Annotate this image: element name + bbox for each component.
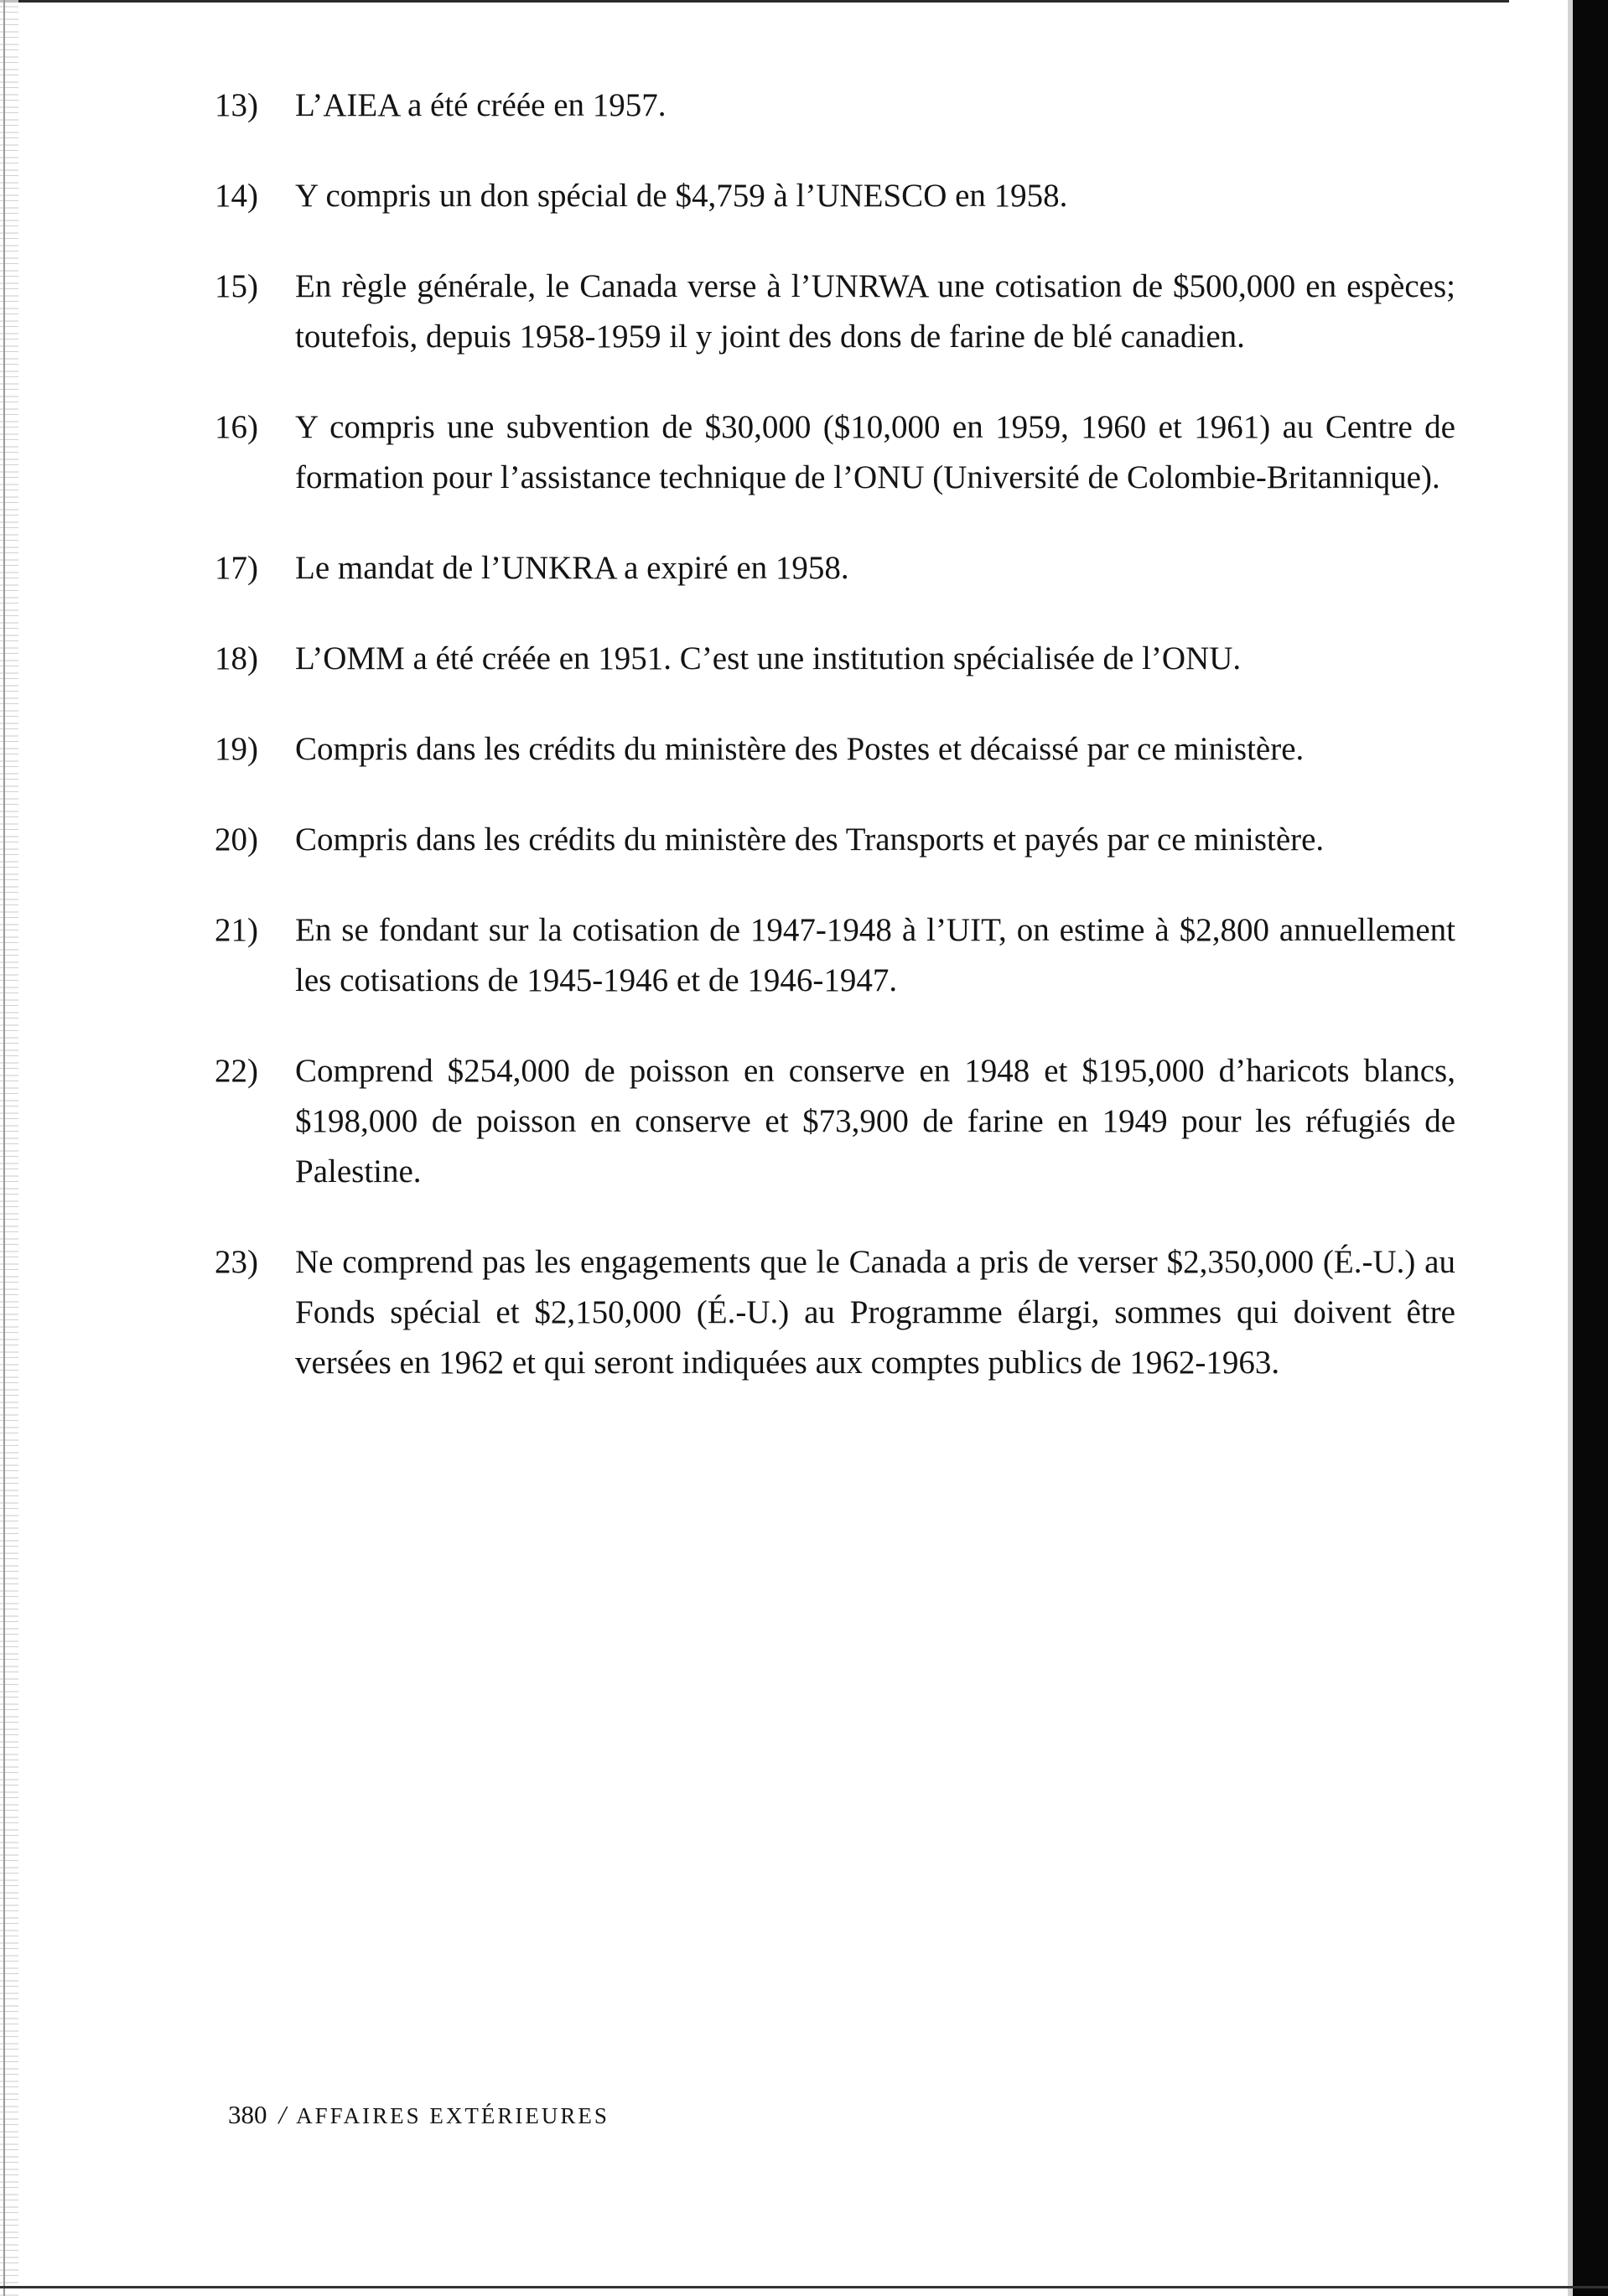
footnote	[215, 171, 1455, 221]
footer-separator: /	[278, 2100, 287, 2129]
footnote	[215, 1046, 1455, 1197]
scan-right-edge	[1573, 0, 1608, 2296]
footnote-text: En règle générale, le Canada verse à l’UNRWA une cotisation de $500,000 en espèces; toutefois, depuis 1958-1959 il y joint des dons de farine de blé canadien.	[295, 268, 1455, 355]
footnote-text: Le mandat de l’UNKRA a expiré en 1958.	[295, 550, 849, 586]
footnote-text: En se fondant sur la cotisation de 1947-1948 à l’UIT, on estime à $2,800 annuellement les cotisations de 1945-1946 et de 1946-1947.	[295, 912, 1455, 998]
page-footer	[228, 2100, 609, 2130]
footnote	[215, 815, 1455, 865]
scan-top-border	[0, 0, 1509, 3]
footnote-text: Compris dans les crédits du ministère des Transports et payés par ce ministère.	[295, 821, 1325, 858]
scan-left-edge-line	[3, 0, 5, 2296]
footnote-number: 14)	[215, 178, 258, 214]
footnote-text: Compris dans les crédits du ministère des Postes et décaissé par ce ministère.	[295, 731, 1305, 767]
footnote-text: Y compris une subvention de $30,000 ($10,000 en 1959, 1960 et 1961) au Centre de formation pour l’assistance technique de l’ONU (Université de Colombie-Britannique).	[295, 409, 1455, 495]
footnote	[215, 905, 1455, 1006]
page-number: 380	[228, 2100, 267, 2129]
footnote-text: Y compris un don spécial de $4,759 à l’UNESCO en 1958.	[295, 178, 1068, 214]
footnote-text: L’OMM a été créée en 1951. C’est une institution spécialisée de l’ONU.	[295, 640, 1242, 676]
footnote-number: 21)	[215, 912, 258, 948]
footnote	[215, 543, 1455, 593]
footnote-number: 19)	[215, 731, 258, 767]
footnote-number: 13)	[215, 87, 258, 123]
footnote-number: 20)	[215, 821, 258, 858]
footnotes-list	[215, 80, 1455, 1428]
footnote	[215, 402, 1455, 503]
footnote-number: 16)	[215, 409, 258, 445]
footnote-text: Ne comprend pas les engagements que le Canada a pris de verser $2,350,000 (É.-U.) au Fonds spécial et $2,150,000 (É.-U.) au Programme élargi, sommes qui doivent être versées en 1962 et qui seront indiquées aux comptes publics de 1962-1963.	[295, 1244, 1455, 1381]
footnote	[215, 262, 1455, 362]
footnote	[215, 80, 1455, 131]
scan-bottom-border	[0, 2286, 1608, 2288]
footnote	[215, 724, 1455, 775]
footnote-number: 22)	[215, 1053, 258, 1089]
footnote-number: 17)	[215, 550, 258, 586]
footnote	[215, 1237, 1455, 1388]
footnote	[215, 634, 1455, 684]
footnote-text: Comprend $254,000 de poisson en conserve en 1948 et $195,000 d’haricots blancs, $198,000 de poisson en conserve et $73,900 de farine en 1949 pour les réfugiés de Palestine.	[295, 1053, 1455, 1189]
footnote-text: L’AIEA a été créée en 1957.	[295, 87, 667, 123]
footnote-number: 18)	[215, 640, 258, 676]
footnote-number: 15)	[215, 268, 258, 304]
publication-title: AFFAIRES EXTÉRIEURES	[296, 2103, 609, 2128]
footnote-number: 23)	[215, 1244, 258, 1280]
